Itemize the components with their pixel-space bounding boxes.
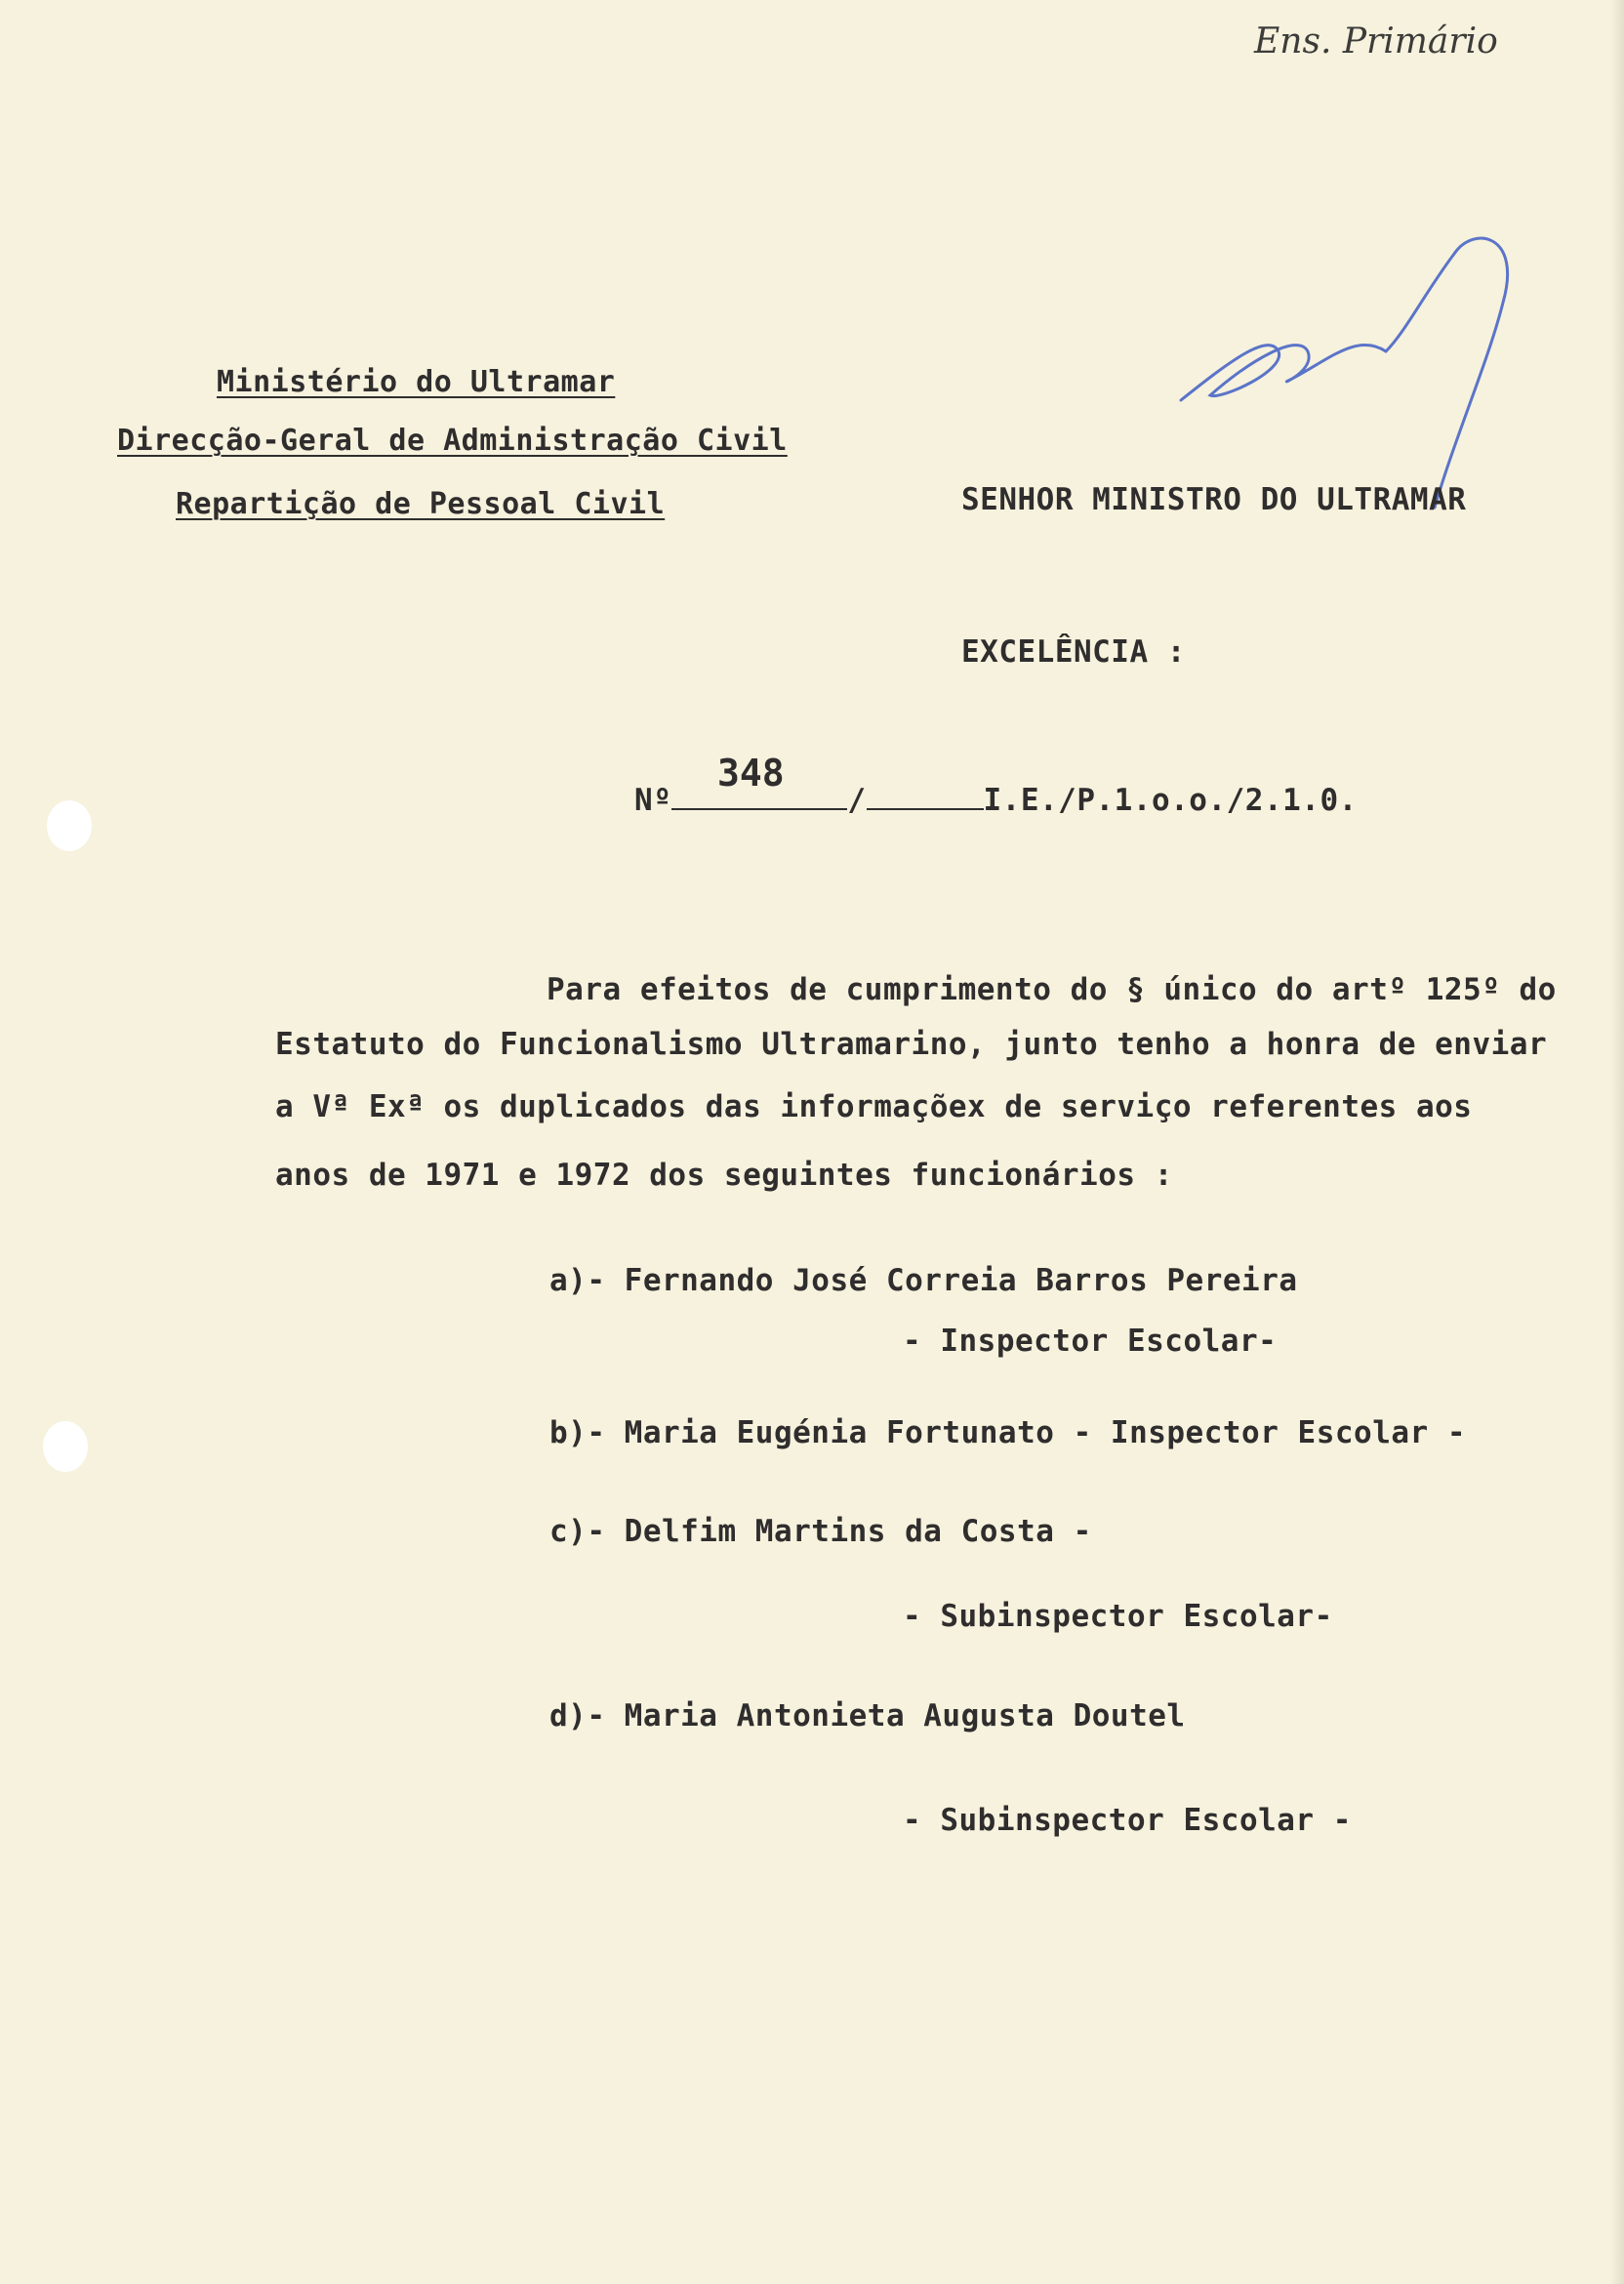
header-directorate: Direcção-Geral de Administração Civil <box>117 424 788 458</box>
body-line-4: anos de 1971 e 1972 dos seguintes funcionários : <box>275 1158 1173 1193</box>
punch-hole-bottom <box>43 1421 88 1472</box>
official-b-name: b)- Maria Eugénia Fortunato - Inspector Escolar - <box>549 1415 1467 1450</box>
body-line-1: Para efeitos de cumprimento do § único do artº 125º do <box>547 972 1557 1007</box>
header-department: Repartição de Pessoal Civil <box>176 487 666 521</box>
punch-hole-top <box>47 800 92 851</box>
official-c-name: c)- Delfim Martins da Costa - <box>549 1514 1092 1549</box>
recipient-title: SENHOR MINISTRO DO ULTRAMAR <box>961 482 1467 517</box>
reference-number: 348 <box>717 752 785 795</box>
salutation: EXCELÊNCIA : <box>961 634 1186 670</box>
body-line-2: Estatuto do Funcionalismo Ultramarino, junto tenho a honra de enviar <box>275 1027 1548 1062</box>
reference-line: Nº / I.E./P.1.o.o./2.1.0. <box>634 783 1358 818</box>
official-d-name: d)- Maria Antonieta Augusta Doutel <box>549 1698 1186 1733</box>
official-a-name: a)- Fernando José Correia Barros Pereira <box>549 1263 1298 1298</box>
reference-second-blank <box>867 808 984 810</box>
reference-prefix: Nº <box>634 783 672 818</box>
handwritten-note: Ens. Primário <box>1254 21 1498 61</box>
reference-number-blank <box>671 808 847 810</box>
official-c-role: - Subinspector Escolar- <box>903 1599 1333 1634</box>
reference-suffix: I.E./P.1.o.o./2.1.0. <box>983 783 1358 818</box>
body-line-3: a Vª Exª os duplicados das informaçõex de serviço referentes aos <box>275 1089 1473 1124</box>
official-d-role: - Subinspector Escolar - <box>903 1803 1352 1838</box>
header-ministry: Ministério do Ultramar <box>217 365 616 399</box>
official-a-role: - Inspector Escolar- <box>903 1324 1278 1359</box>
